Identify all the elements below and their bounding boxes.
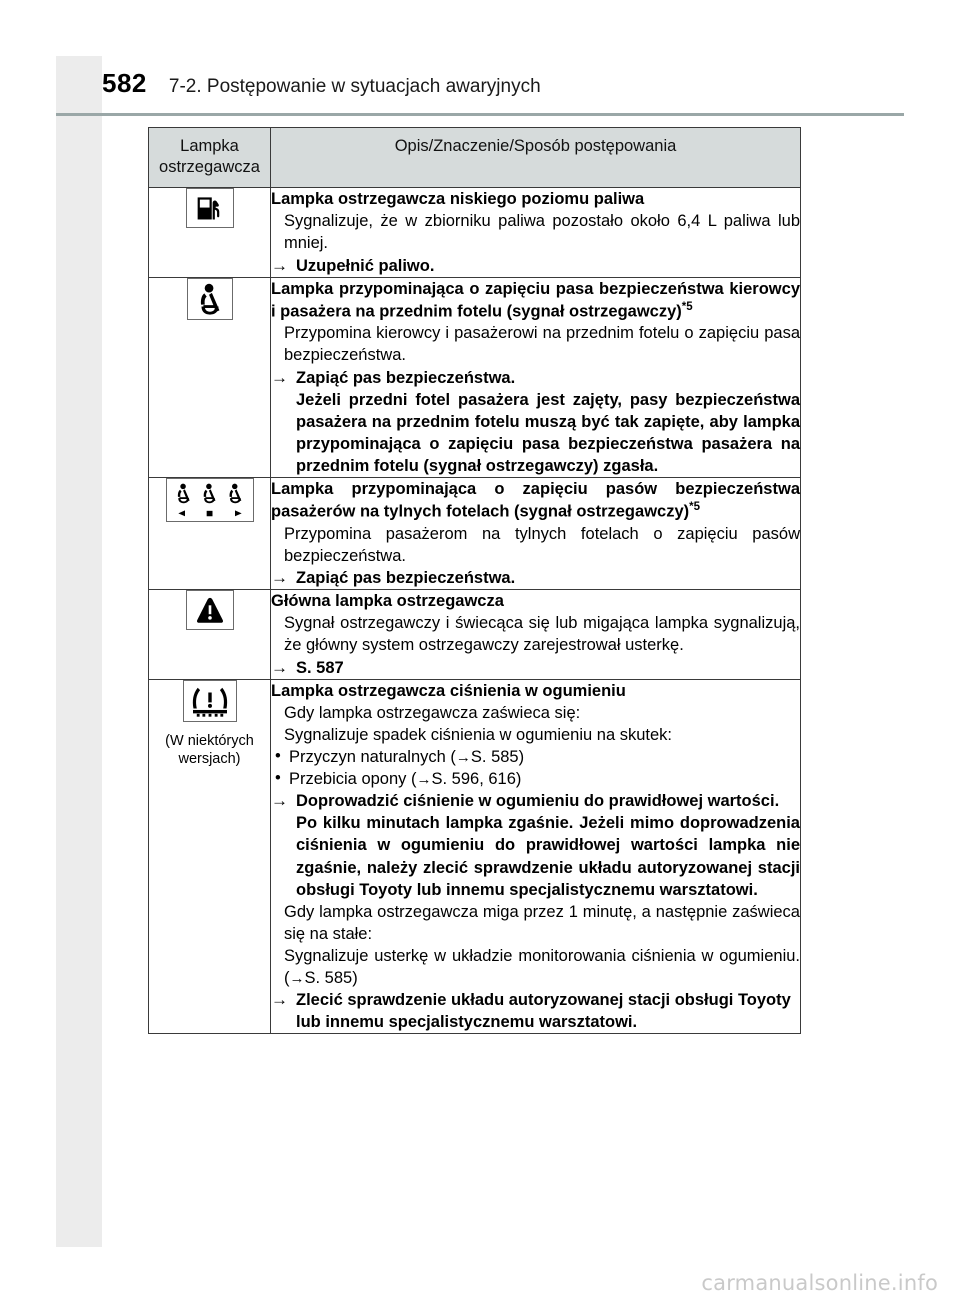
table-row bbox=[149, 679, 801, 1034]
icon-cell-low-fuel bbox=[149, 188, 271, 277]
row-bullet-2 bbox=[271, 768, 800, 790]
page-section-title: 7-2. Postępowanie w sytuacjach awaryjnych bbox=[168, 76, 541, 97]
row-body-1: Gdy lampka ostrzegawcza zaświeca się: bbox=[284, 703, 581, 722]
bullet-ref: S. 585) bbox=[470, 747, 525, 766]
desc-cell-low-fuel bbox=[271, 188, 801, 277]
row-action-text: Zapiąć pas bezpieczeństwa. bbox=[296, 368, 516, 387]
row-action-text: Uzupełnić paliwo. bbox=[296, 256, 435, 275]
watermark: carmanualsonline.info bbox=[701, 1271, 938, 1295]
row-action bbox=[271, 657, 800, 679]
row-body: Sygnał ostrzegawczy i świecąca się lub migająca lampka sygnalizują, że główny system ostrzegawczy zarejestrował usterkę. bbox=[284, 614, 800, 655]
page-number: 582 bbox=[102, 68, 147, 98]
row-action bbox=[271, 255, 800, 277]
header-rule bbox=[56, 113, 904, 116]
column-header-warning-light bbox=[149, 128, 271, 188]
column-header-description: Opis/Znaczenie/Sposób postępowania bbox=[271, 128, 801, 188]
row-body: Przypomina pasażerom na tylnych fotelach o zapięciu pasów bezpieczeństwa. bbox=[284, 524, 800, 565]
row-title-footnote: *5 bbox=[689, 501, 700, 514]
table-row bbox=[149, 277, 801, 477]
row-body-4-text: Sygnalizuje usterkę w układzie monitorowania ciśnienia w ogumieniu. ( bbox=[284, 946, 800, 988]
icon-note bbox=[149, 732, 270, 768]
row-action-2 bbox=[271, 989, 800, 1033]
row-title: Główna lampka ostrzegawcza bbox=[271, 592, 504, 611]
row-action bbox=[271, 567, 800, 589]
row-action-text: Zapiąć pas bezpieczeństwa. bbox=[296, 569, 516, 588]
master-warning-icon bbox=[186, 590, 234, 630]
column-header-line2: ostrzegawcza bbox=[159, 158, 260, 177]
arrow-icon: → bbox=[271, 568, 288, 588]
desc-cell-rear-seatbelt bbox=[271, 478, 801, 590]
row-action2-text: Zlecić sprawdzenie układu autoryzowanej stacji obsługi Toyoty lub innemu specjalistycznemu warsztatowi. bbox=[296, 991, 791, 1032]
arrow-icon: → bbox=[271, 255, 288, 275]
arrow-icon: → bbox=[455, 748, 471, 766]
row-title: Lampka ostrzegawcza niskiego poziomu paliwa bbox=[271, 190, 645, 209]
desc-cell-tire-pressure bbox=[271, 679, 801, 1034]
rear-seatbelt-reminder-icon bbox=[166, 478, 254, 522]
row-body-2: Sygnalizuje spadek ciśnienia w ogumieniu na skutek: bbox=[284, 725, 672, 744]
page-header bbox=[102, 68, 902, 110]
low-fuel-warning-icon bbox=[186, 188, 234, 228]
icon-cell-tire-pressure bbox=[149, 679, 271, 1034]
tire-pressure-warning-icon bbox=[183, 680, 237, 722]
row-action-text: S. 587 bbox=[296, 658, 344, 677]
page-side-band bbox=[56, 56, 102, 1247]
row-body-3: Gdy lampka ostrzegawcza miga przez 1 minutę, a następnie zaświeca się na stałe: bbox=[284, 902, 800, 943]
bullet-text: Przyczyn naturalnych ( bbox=[289, 747, 456, 766]
row-body: Sygnalizuje, że w zbiorniku paliwa pozostało około 6,4 L paliwa lub mniej. bbox=[284, 212, 800, 253]
icon-note-line1: (W niektórych bbox=[165, 732, 254, 749]
row-action-sub: Jeżeli przedni fotel pasażera jest zajęty, pasy bezpieczeństwa pasażera na przednim fotelu muszą być tak zapięte, aby lampka przypominająca o zapięciu pasa bezpieczeństwa pasażera na przednim fotelu (sygnał ostrzegawczy) zgasła. bbox=[296, 390, 800, 476]
arrow-icon: → bbox=[289, 970, 305, 988]
row-title bbox=[271, 478, 800, 523]
desc-cell-front-seatbelt bbox=[271, 277, 801, 477]
row-action bbox=[271, 367, 800, 389]
table-row bbox=[149, 188, 801, 277]
table-header-row bbox=[149, 128, 801, 188]
icon-cell-master-warning bbox=[149, 590, 271, 679]
bullet-icon: • bbox=[275, 769, 281, 788]
row-body-4 bbox=[271, 945, 800, 989]
arrow-icon: → bbox=[271, 367, 288, 387]
row-body-4-ref: S. 585) bbox=[304, 969, 358, 988]
row-action-1 bbox=[271, 790, 800, 812]
icon-cell-rear-seatbelt bbox=[149, 478, 271, 590]
row-body: Przypomina kierowcy i pasażerowi na przednim fotelu o zapięciu pasa bezpieczeństwa. bbox=[284, 324, 800, 365]
row-title-text: Lampka przypominająca o zapięciu pasa bezpieczeństwa kierowcy i pasażera na przednim fotelu (sygnał ostrzegawczy) bbox=[271, 279, 800, 321]
row-title bbox=[271, 278, 800, 323]
row-title-footnote: *5 bbox=[681, 300, 693, 313]
bullet-text: Przebicia opony ( bbox=[289, 770, 417, 789]
row-action-sub: Po kilku minutach lampka zgaśnie. Jeżeli mimo doprowadzenia ciśnienia w ogumieniu do prawidłowej wartości lampka nie zgaśnie, należy zlecić sprawdzenie układu autoryzowanej stacji obsługi Toyoty lub innemu specjalistycznemu warsztatowi. bbox=[296, 814, 800, 899]
table-row bbox=[149, 590, 801, 679]
row-bullet-1 bbox=[271, 746, 800, 768]
arrow-icon: → bbox=[416, 771, 432, 789]
column-header-line1: Lampka bbox=[180, 137, 239, 155]
front-seatbelt-reminder-icon bbox=[187, 278, 233, 320]
warning-lights-table bbox=[148, 127, 801, 1034]
bullet-icon: • bbox=[275, 746, 281, 765]
row-title: Lampka ostrzegawcza ciśnienia w ogumieniu bbox=[271, 681, 626, 700]
row-action-text: Doprowadzić ciśnienie w ogumieniu do prawidłowej wartości. bbox=[296, 792, 780, 811]
desc-cell-master-warning bbox=[271, 590, 801, 679]
bullet-ref: S. 596, 616) bbox=[431, 770, 522, 789]
table-row bbox=[149, 478, 801, 590]
row-title-text: Lampka przypominająca o zapięciu pasów bezpieczeństwa pasażerów na tylnych fotelach (sygnał ostrzegawczy) bbox=[271, 480, 800, 521]
arrow-icon: → bbox=[271, 990, 288, 1010]
icon-cell-front-seatbelt bbox=[149, 277, 271, 477]
arrow-icon: → bbox=[271, 791, 288, 811]
icon-note-line2: wersjach) bbox=[178, 750, 241, 767]
arrow-icon: → bbox=[271, 657, 288, 677]
